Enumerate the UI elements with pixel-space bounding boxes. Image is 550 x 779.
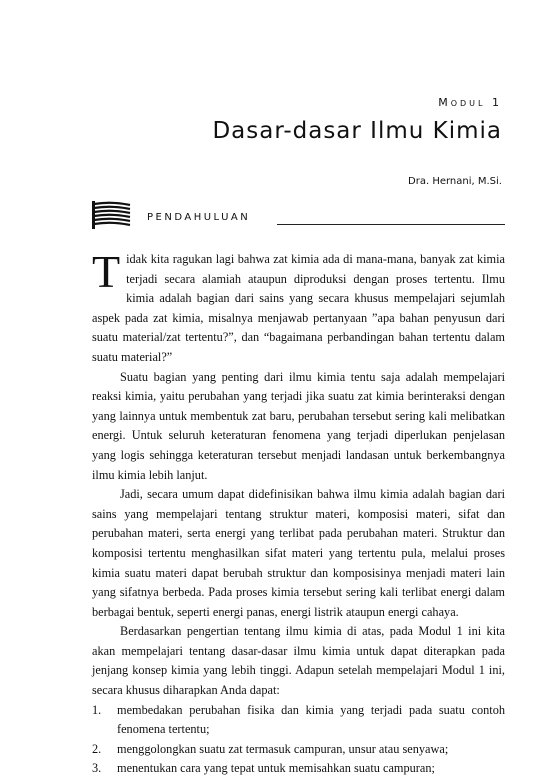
paragraph-1-text: idak kita ragukan lagi bahwa zat kimia ada di mana-mana, banyak zat kimia terjadi secara alamiah ataupun diproduksi dengan proses tertentu. Ilmu kimia adalah bagian dari sains yang secara khusus mempelajari sejumlah aspek pada zat kimia, misalnya menjawab pertanyaan ”apa bahan penyusun dari suatu material/zat tertentu?”, dan “bagaimana perbandingan bahan tertentu dalam suatu material?” bbox=[92, 252, 505, 364]
body-text bbox=[92, 246, 505, 779]
paragraph-3: Jadi, secara umum dapat didefinisikan bahwa ilmu kimia adalah bagian dari sains yang mempelajari tentang struktur materi, komposisi materi, sifat dan perubahan materi, serta energi yang terlibat pada perubahan materi. Struktur dan komposisi tertentu menghasilkan sifat materi yang tertentu pula, melalui proses kimia suatu materi dapat berubah struktur dan komposisinya menjadi materi lain yang sifatnya berbeda. Pada proses kimia tersebut sering kali terlibat energi dalam berbagai bentuk, seperti energi panas, energi listrik ataupun energi cahaya. bbox=[92, 487, 505, 619]
section-header bbox=[92, 201, 505, 231]
page-title: Dasar-dasar Ilmu Kimia bbox=[212, 118, 502, 144]
list-number: 1. bbox=[92, 702, 102, 717]
section-divider bbox=[277, 224, 505, 225]
list-item bbox=[92, 759, 505, 779]
objectives-list bbox=[92, 701, 505, 779]
module-label: Modul 1 bbox=[438, 96, 502, 109]
list-item bbox=[92, 740, 505, 760]
paragraph-4: Berdasarkan pengertian tentang ilmu kimia di atas, pada Modul 1 ini kita akan mempelajari tentang dasar-dasar ilmu kimia untuk dapat diterapkan pada jenjang konsep kimia yang lebih tinggi. Adapun setelah mempelajari Modul 1 ini, secara khusus diharapkan Anda dapat: bbox=[92, 624, 505, 698]
list-item-text: menentukan cara yang tepat untuk memisahkan suatu campuran; bbox=[117, 761, 435, 776]
list-number: 2. bbox=[92, 741, 102, 756]
drop-cap: T bbox=[92, 246, 121, 297]
paragraph-1 bbox=[92, 246, 505, 368]
list-item-text: menggolongkan suatu zat termasuk campuran, unsur atau senyawa; bbox=[117, 741, 449, 756]
author: Dra. Hernani, M.Si. bbox=[408, 176, 502, 187]
list-number: 3. bbox=[92, 761, 102, 776]
section-title: PENDAHULUAN bbox=[147, 212, 251, 223]
list-item-text: membedakan perubahan fisika dan kimia yang terjadi pada suatu contoh fenomena tertentu; bbox=[117, 702, 505, 737]
book-pages-icon bbox=[92, 201, 132, 229]
paragraph-2: Suatu bagian yang penting dari ilmu kimia tentu saja adalah mempelajari reaksi kimia, yaitu perubahan yang terjadi jika suatu zat kimia berinteraksi dengan yang lainnya untuk membentuk zat baru, perubahan tersebut sering kali melibatkan energi. Untuk seluruh keteraturan fenomena yang terjadi diperlukan penjelasan yang logis sehingga keteraturan tersebut menjadi landasan untuk berkembangnya ilmu kimia lebih lanjut. bbox=[92, 369, 505, 482]
list-item bbox=[92, 701, 505, 740]
